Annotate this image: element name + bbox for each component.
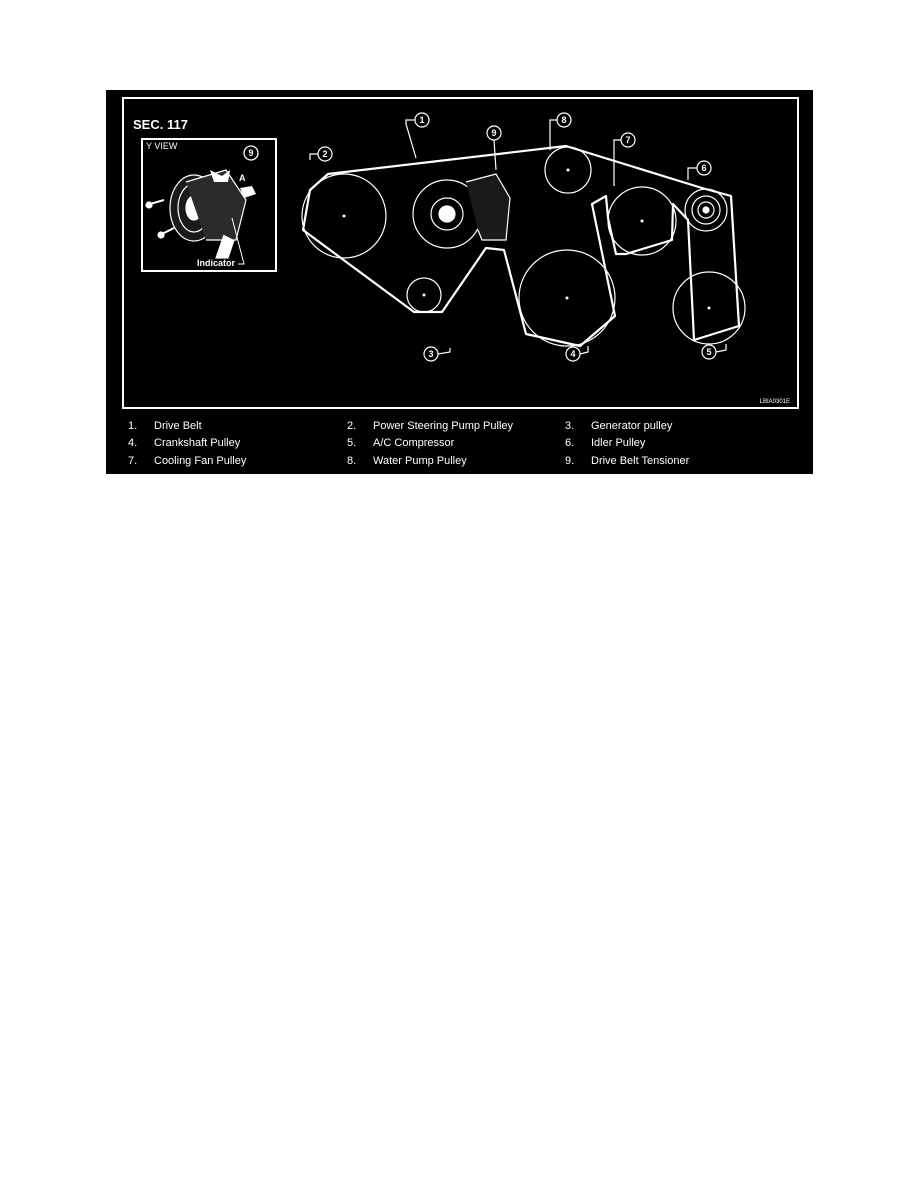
legend-num: 3.: [565, 420, 575, 432]
y-view-inset: [142, 139, 276, 271]
legend: [106, 416, 813, 474]
legend-label: Crankshaft Pulley: [154, 437, 241, 449]
inset-indicator-label: Indicator: [197, 258, 236, 268]
legend-num: 9.: [565, 455, 575, 467]
legend-num: 5.: [347, 437, 357, 449]
section-label: SEC. 117: [133, 117, 188, 132]
inset-arrow-label: A: [239, 173, 246, 183]
callout-3: 3: [428, 349, 434, 359]
callout-2: 2: [322, 149, 328, 159]
callout-8: 8: [561, 115, 567, 125]
callout-6: 6: [701, 163, 707, 173]
legend-num: 6.: [565, 437, 575, 449]
legend-num: 1.: [128, 420, 138, 432]
image-code: LBIA0301E: [759, 399, 790, 405]
legend-num: 2.: [347, 420, 357, 432]
tensioner-illustration: [146, 170, 246, 258]
legend-label: Power Steering Pump Pulley: [373, 420, 514, 432]
legend-label: A/C Compressor: [373, 437, 455, 449]
inset-callout-9: 9: [248, 148, 254, 158]
legend-label: Water Pump Pulley: [373, 455, 467, 467]
callout-4: 4: [570, 349, 576, 359]
legend-num: 7.: [128, 455, 138, 467]
legend-label: Cooling Fan Pulley: [154, 455, 247, 467]
legend-num: 4.: [128, 437, 138, 449]
belt-routing-diagram: [106, 90, 813, 416]
drive-belt-figure: [106, 90, 813, 474]
callout-1: 1: [419, 115, 425, 125]
inset-title: Y VIEW: [146, 141, 178, 151]
legend-label: Drive Belt Tensioner: [591, 455, 690, 467]
legend-label: Idler Pulley: [591, 437, 646, 449]
callout-5: 5: [706, 347, 712, 357]
legend-label: Generator pulley: [591, 420, 673, 432]
legend-num: 8.: [347, 455, 357, 467]
callout-9: 9: [491, 128, 497, 138]
legend-label: Drive Belt: [154, 420, 202, 432]
pulleys: [302, 147, 745, 346]
callout-7: 7: [625, 135, 631, 145]
